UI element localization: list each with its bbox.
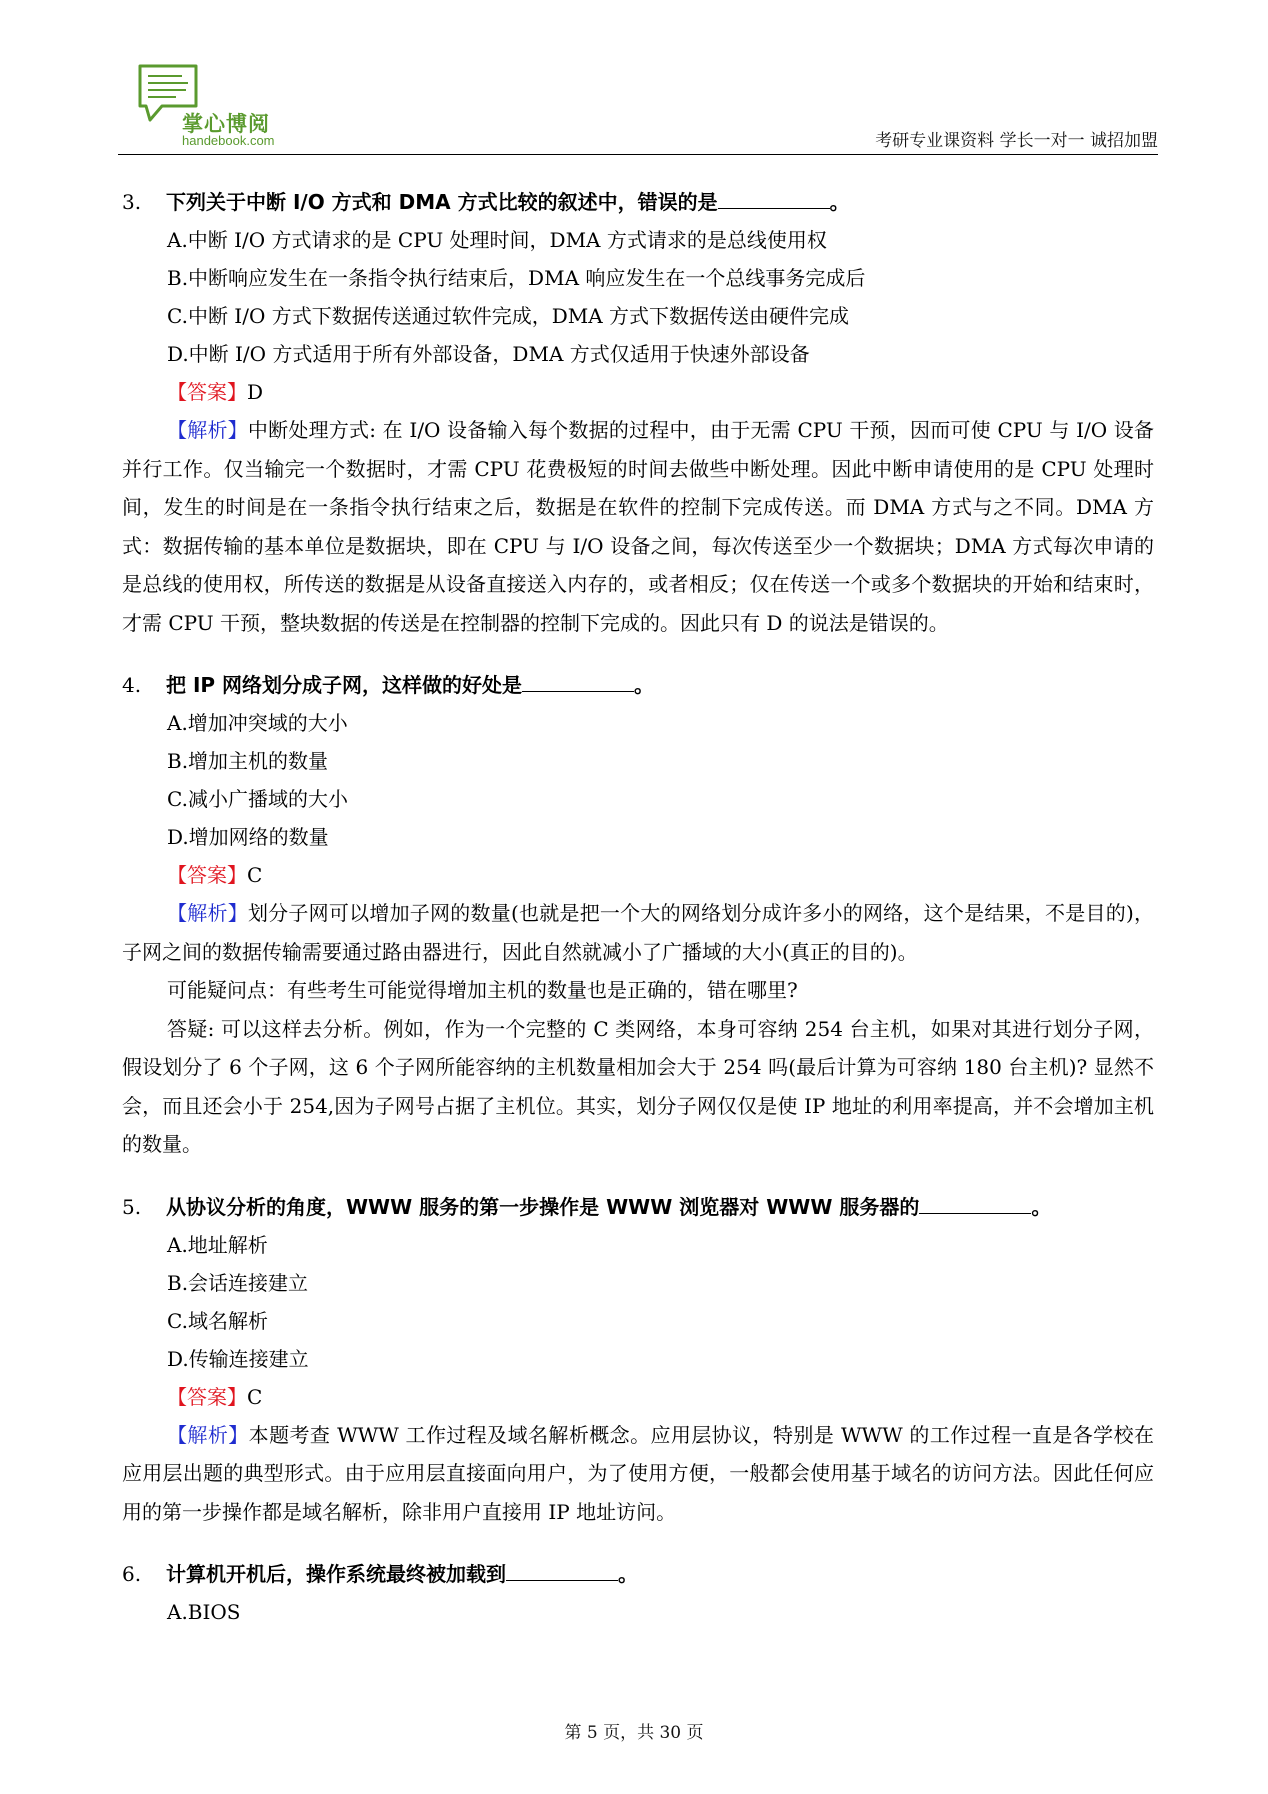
option-a: A.增加冲突域的大小 xyxy=(167,711,348,735)
question-number: 6. xyxy=(122,1562,142,1586)
analysis-label: 【解析】 xyxy=(167,1422,249,1447)
header-tagline: 考研专业课资料 学长一对一 诚招加盟 xyxy=(875,131,1158,151)
answer-value: C xyxy=(247,863,263,887)
option-b: B.增加主机的数量 xyxy=(167,749,329,773)
analysis-paragraph xyxy=(122,1416,1154,1532)
option-b: B.中断响应发生在一条指令执行结束后，DMA 响应发生在一个总线事务完成后 xyxy=(167,266,866,290)
clarification-paragraph: 答疑: 可以这样去分析。例如，作为一个完整的 C 类网络，本身可容纳 254 台主机，如果对其进行划分子网，假设划分了 6 个子网，这 6 个子网所能容纳的主机数量相加会大于 254 吗(最后计算为可容纳 180 台主机)? 显然不会，而且还会小于 254,因为子网号占据了主机位。其实，划分子网仅仅是使 IP 地址的利用率提高，并不会增加主机的数量。 xyxy=(122,1016,1154,1156)
question-title xyxy=(122,1188,1154,1226)
question-number: 5. xyxy=(122,1194,142,1219)
answer-label: 【答案】 xyxy=(167,863,247,887)
question-6 xyxy=(122,1555,1154,1631)
analysis-text: 中断处理方式: 在 I/O 设备输入每个数据的过程中，由于无需 CPU 干预，因而可使 CPU 与 I/O 设备并行工作。仅当输完一个数据时，才需 CPU 花费极短的时间去做些中断处理。因此中断申请使用的是 CPU 处理时间，发生的时间是在一条指令执行结束之后，数据是在软件的控制下完成传送。而 DMA 方式与之不同。DMA 方式：数据传输的基本单位是数据块，即在 CPU 与 I/O 设备之间，每次传送至少一个数据块；DMA 方式每次申请的是总线的使用权，所传送的数据是从设备直接送入内存的，或者相反；仅在传送一个或多个数据块的开始和结束时，才需 CPU 干预，整块数据的传送是在控制器的控制下完成的。因此只有 D 的说法是错误的。 xyxy=(122,418,1155,635)
header-divider xyxy=(118,154,1158,155)
logo-url: handebook.com xyxy=(182,133,275,148)
question-number: 3. xyxy=(122,190,142,214)
page-content xyxy=(122,183,1154,1631)
option-a: A.地址解析 xyxy=(167,1232,268,1257)
question-text: 把 IP 网络划分成子网，这样做的好处是 xyxy=(166,673,523,697)
answer-value: C xyxy=(247,1384,263,1409)
question-end-mark: 。 xyxy=(829,190,850,214)
option-d: D.增加网络的数量 xyxy=(167,825,329,849)
analysis-paragraph xyxy=(122,894,1154,971)
answer-value: D xyxy=(247,380,264,404)
question-5 xyxy=(122,1188,1154,1532)
answer-line xyxy=(122,856,1154,894)
logo xyxy=(136,62,296,152)
answer-blank xyxy=(718,188,830,209)
analysis-text: 本题考查 WWW 工作过程及域名解析概念。应用层协议，特别是 WWW 的工作过程一直是各学校在应用层出题的典型形式。由于应用层直接面向用户，为了使用方便，一般都会使用基于域名的访问方法。因此任何应用的第一步操作都是域名解析，除非用户直接用 IP 地址访问。 xyxy=(122,1422,1154,1524)
analysis-label: 【解析】 xyxy=(167,901,248,925)
option-b: B.会话连接建立 xyxy=(167,1270,309,1295)
answer-blank xyxy=(506,1560,618,1581)
question-text: 从协议分析的角度，WWW 服务的第一步操作是 WWW 浏览器对 WWW 服务器的 xyxy=(166,1194,920,1219)
question-4 xyxy=(122,666,1154,1164)
option-c: C.减小广播域的大小 xyxy=(167,787,348,811)
question-title xyxy=(122,183,1154,221)
option-c: C.域名解析 xyxy=(167,1308,268,1333)
answer-line xyxy=(122,1378,1154,1416)
analysis-text: 划分子网可以增加子网的数量(也就是把一个大的网络划分成许多小的网络，这个是结果，不是目的)，子网之间的数据传输需要通过路由器进行，因此自然就减小了广播域的大小(真正的目的)。 xyxy=(122,901,1155,964)
question-end-mark: 。 xyxy=(618,1562,638,1586)
option-d: D.中断 I/O 方式适用于所有外部设备，DMA 方式仅适用于快速外部设备 xyxy=(167,342,810,366)
question-title xyxy=(122,1555,1154,1593)
doubt-paragraph: 可能疑问点：有些考生可能觉得增加主机的数量也是正确的，错在哪里? xyxy=(167,978,798,1002)
question-end-mark: 。 xyxy=(1031,1194,1052,1219)
page-footer: 第 5 页，共 30 页 xyxy=(564,1723,704,1743)
page-header xyxy=(118,56,1158,156)
question-text: 计算机开机后，操作系统最终被加载到 xyxy=(166,1562,506,1586)
option-a: A.中断 I/O 方式请求的是 CPU 处理时间，DMA 方式请求的是总线使用权 xyxy=(167,228,827,252)
answer-blank xyxy=(919,1193,1031,1214)
logo-text: 掌心博阅 xyxy=(182,112,270,136)
question-end-mark: 。 xyxy=(634,673,655,697)
answer-line xyxy=(122,373,1154,411)
answer-label: 【答案】 xyxy=(167,1384,247,1409)
answer-blank xyxy=(522,671,634,692)
question-3 xyxy=(122,183,1154,642)
answer-label: 【答案】 xyxy=(167,380,247,404)
analysis-label: 【解析】 xyxy=(167,418,248,442)
option-d: D.传输连接建立 xyxy=(167,1346,309,1371)
option-c: C.中断 I/O 方式下数据传送通过软件完成，DMA 方式下数据传送由硬件完成 xyxy=(167,304,850,328)
analysis-paragraph xyxy=(122,411,1154,642)
question-text: 下列关于中断 I/O 方式和 DMA 方式比较的叙述中，错误的是 xyxy=(166,190,718,214)
option-a: A.BIOS xyxy=(167,1600,241,1624)
question-title xyxy=(122,666,1154,704)
question-number: 4. xyxy=(122,673,142,697)
